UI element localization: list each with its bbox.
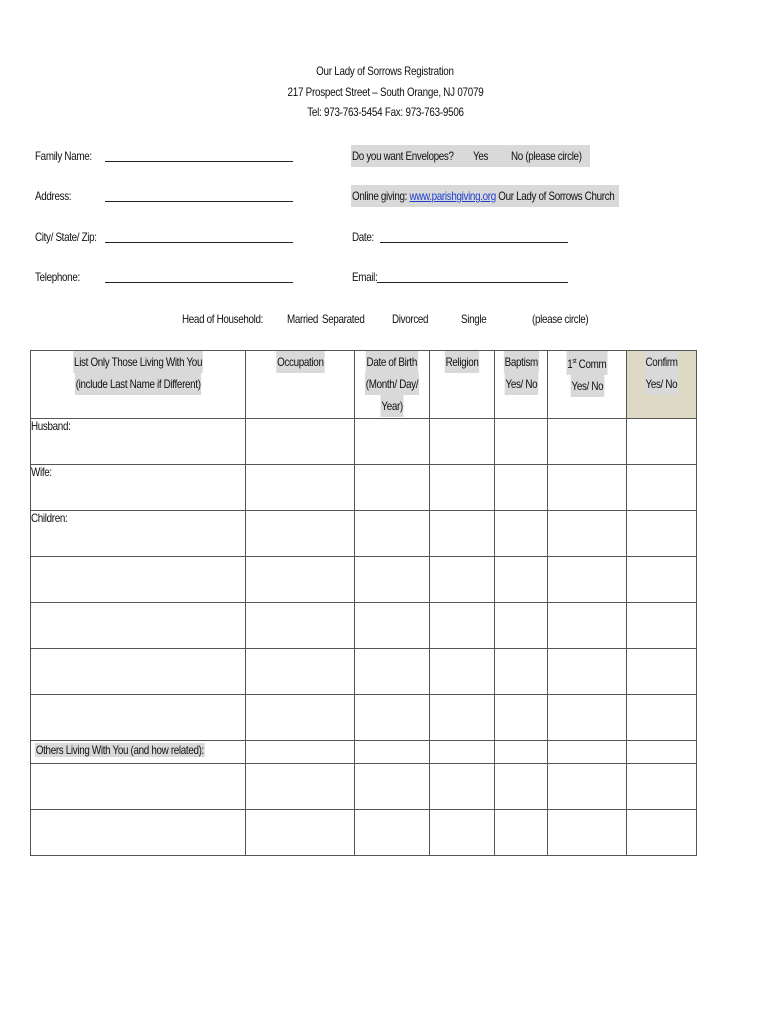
table-cell[interactable] (31, 557, 246, 603)
option-married[interactable]: Married (287, 312, 319, 326)
table-cell[interactable] (430, 419, 495, 465)
table-cell[interactable] (627, 764, 697, 810)
table-cell[interactable] (246, 603, 355, 649)
table-row-wife (31, 465, 697, 511)
table-cell[interactable] (430, 603, 495, 649)
email-field[interactable] (377, 282, 568, 283)
envelopes-question: Do you want Envelopes? (352, 149, 454, 163)
household-members-table (30, 350, 697, 856)
address-label: Address: (35, 189, 72, 203)
date-field[interactable] (380, 242, 568, 243)
table-cell[interactable] (548, 511, 627, 557)
table-cell[interactable] (495, 419, 548, 465)
table-cell[interactable] (548, 557, 627, 603)
form-title: Our Lady of Sorrows Registration (316, 64, 454, 78)
table-cell[interactable] (430, 557, 495, 603)
table-cell[interactable] (548, 603, 627, 649)
table-cell (627, 741, 697, 764)
table-cell[interactable] (495, 810, 548, 856)
table-cell (355, 741, 430, 764)
table-cell[interactable] (31, 810, 246, 856)
table-cell[interactable] (246, 649, 355, 695)
col-header-occupation: Occupation (246, 351, 355, 419)
family-name-label: Family Name: (35, 149, 92, 163)
option-single[interactable]: Single (461, 312, 487, 326)
table-cell[interactable] (627, 603, 697, 649)
table-cell[interactable] (31, 764, 246, 810)
table-cell[interactable] (355, 810, 430, 856)
head-of-household-label: Head of Household: (182, 312, 264, 326)
table-cell[interactable] (246, 764, 355, 810)
table-cell[interactable] (31, 603, 246, 649)
email-label: Email: (352, 270, 378, 284)
table-cell[interactable] (355, 764, 430, 810)
envelopes-no[interactable]: No (please circle) (511, 149, 582, 163)
table-cell[interactable] (627, 810, 697, 856)
table-cell[interactable] (355, 695, 430, 741)
table-cell[interactable] (495, 649, 548, 695)
table-cell[interactable] (31, 649, 246, 695)
table-cell[interactable] (430, 649, 495, 695)
col-header-baptism: Baptism Yes/ No (495, 351, 548, 419)
table-cell[interactable] (495, 557, 548, 603)
table-cell[interactable] (430, 764, 495, 810)
city-state-zip-field[interactable] (105, 242, 293, 243)
col-header-date-of-birth: Date of Birth (Month/ Day/ Year) (355, 351, 430, 419)
table-cell[interactable] (548, 764, 627, 810)
table-row-others-header (31, 741, 697, 764)
online-giving-line (352, 189, 614, 203)
table-cell (548, 741, 627, 764)
option-divorced[interactable]: Divorced (392, 312, 429, 326)
table-row-children (31, 511, 697, 557)
date-label: Date: (352, 230, 374, 244)
table-cell[interactable] (355, 465, 430, 511)
table-cell[interactable] (430, 695, 495, 741)
online-giving-label: Online giving: (352, 189, 408, 203)
table-cell[interactable] (246, 465, 355, 511)
table-cell[interactable] (355, 603, 430, 649)
table-cell[interactable] (548, 649, 627, 695)
table-cell[interactable] (430, 465, 495, 511)
table-cell[interactable] (627, 695, 697, 741)
table-cell[interactable] (246, 419, 355, 465)
table-cell[interactable] (355, 511, 430, 557)
table-cell[interactable] (246, 511, 355, 557)
table-cell (246, 741, 355, 764)
table-cell[interactable] (627, 419, 697, 465)
telephone-label: Telephone: (35, 270, 80, 284)
table-cell[interactable] (627, 465, 697, 511)
others-label-cell: Others Living With You (and how related): (31, 741, 246, 764)
address-field[interactable] (105, 201, 293, 202)
option-separated[interactable]: Separated (322, 312, 365, 326)
telephone-field[interactable] (105, 282, 293, 283)
table-cell[interactable] (495, 764, 548, 810)
table-row (31, 649, 697, 695)
table-cell (495, 741, 548, 764)
table-cell[interactable] (495, 511, 548, 557)
table-cell[interactable] (355, 649, 430, 695)
table-cell[interactable] (495, 465, 548, 511)
table-cell[interactable] (355, 419, 430, 465)
table-header-row (31, 351, 697, 419)
parishgiving-link[interactable]: www.parishgiving.org (409, 189, 496, 203)
table-row (31, 764, 697, 810)
table-cell[interactable] (627, 511, 697, 557)
table-cell[interactable] (627, 557, 697, 603)
table-cell[interactable] (627, 649, 697, 695)
table-cell[interactable] (548, 810, 627, 856)
table-cell[interactable] (430, 511, 495, 557)
church-address: 217 Prospect Street – South Orange, NJ 07079 (287, 85, 483, 99)
husband-cell[interactable]: Husband: (31, 419, 246, 465)
table-cell[interactable] (246, 695, 355, 741)
table-cell[interactable] (31, 695, 246, 741)
table-cell[interactable] (430, 810, 495, 856)
envelopes-yes[interactable]: Yes (473, 149, 489, 163)
family-name-field[interactable] (105, 161, 293, 162)
table-cell[interactable] (495, 603, 548, 649)
table-cell[interactable] (246, 810, 355, 856)
church-phone-fax: Tel: 973-763-5454 Fax: 973-763-9506 (306, 105, 464, 119)
table-cell[interactable] (548, 465, 627, 511)
table-cell[interactable] (548, 695, 627, 741)
table-row (31, 557, 697, 603)
online-giving-church: Our Lady of Sorrows Church (495, 189, 615, 203)
col-header-first-communion: 1st Comm Yes/ No (548, 351, 627, 419)
table-cell[interactable] (495, 695, 548, 741)
children-cell[interactable]: Children: (31, 511, 246, 557)
table-row (31, 810, 697, 856)
table-row (31, 603, 697, 649)
col-header-religion: Religion (430, 351, 495, 419)
wife-cell[interactable]: Wife: (31, 465, 246, 511)
please-circle-note: (please circle) (532, 312, 589, 326)
table-cell (430, 741, 495, 764)
table-cell[interactable] (246, 557, 355, 603)
table-row-husband (31, 419, 697, 465)
col-header-confirmation: Confirm Yes/ No (627, 351, 697, 419)
table-cell[interactable] (548, 419, 627, 465)
table-cell[interactable] (355, 557, 430, 603)
city-state-zip-label: City/ State/ Zip: (35, 230, 97, 244)
col-header-names: List Only Those Living With You (include Last Name if Different) (31, 351, 246, 419)
table-row (31, 695, 697, 741)
